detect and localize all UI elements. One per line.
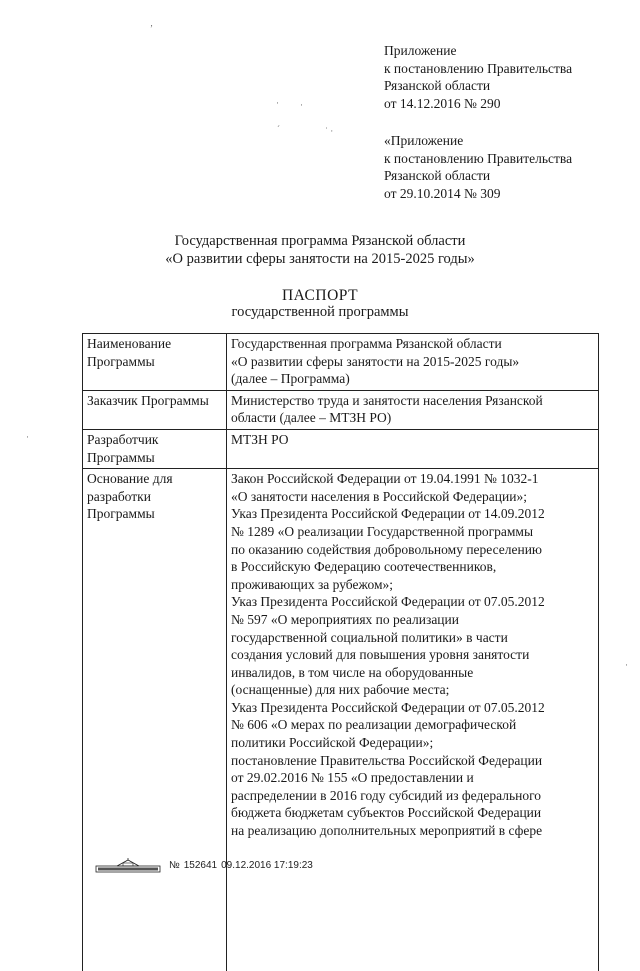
row-label: Разработчик Программы: [83, 429, 227, 468]
row-value: Государственная программа Рязанской области «О развитии сферы занятости на 2015-2025 годы» (далее – Программа): [227, 334, 599, 391]
document-number: 152641: [183, 859, 218, 871]
appendix-line: к постановлению Правительства: [384, 60, 573, 76]
appendix-line: Рязанской области: [384, 78, 491, 93]
government-building-logo-icon: [95, 857, 161, 873]
table-row: [83, 469, 599, 971]
appendix-line: Приложение: [384, 43, 457, 58]
passport-title: ПАСПОРТ: [281, 287, 359, 304]
table-row: [83, 390, 599, 429]
row-value: Закон Российской Федерации от 19.04.1991 № 1032-1 «О занятости населения в Российской Федерации»; Указ Президента Российской Федерации от 14.09.2012 № 1289 «О реализации Государственной программы по оказанию содействия добровольному переселению в Российскую Федерацию соотечественников, проживающих за рубежом»; Указ Президента Российской Федерации от 07.05.2012 № 597 «О мероприятиях по реализации государственной социальной политики» в части создания условий для повышения уровня занятости инвалидов, в том числе на оборудованные (оснащенные) для них рабочие места; Указ Президента Российской Федерации от 07.05.2012 № 606 «О мерах по реализации демографической политики Российской Федерации»; постановление Правительства Российской Федерации от 29.02.2016 № 155 «О предоставлении и распределении в 2016 году субсидий из федерального бюджета бюджетам субъектов Российской Федерации на реализацию дополнительных мероприятий в сфере: [227, 469, 599, 971]
row-value: МТЗН РО: [227, 429, 599, 468]
appendix-line: «Приложение: [384, 133, 464, 148]
passport-heading: [0, 287, 640, 321]
document-footer: [95, 855, 313, 875]
program-title-line1: Государственная программа Рязанской области: [174, 233, 466, 249]
number-sign: №: [169, 859, 180, 871]
row-label: Заказчик Программы: [83, 390, 227, 429]
program-title: [0, 232, 640, 268]
row-label: Наименование Программы: [83, 334, 227, 391]
appendix-line: Рязанской области: [384, 168, 491, 183]
appendix-line: от 29.10.2014 № 309: [384, 185, 501, 201]
appendix-current-stamp: [384, 42, 572, 112]
table-row: [83, 429, 599, 468]
document-timestamp: 09.12.2016 17:19:23: [221, 859, 313, 871]
row-label: Основание для разработки Программы: [83, 469, 227, 971]
appendix-previous-stamp: [384, 132, 572, 202]
passport-table: [82, 333, 599, 971]
program-title-line2: «О развитии сферы занятости на 2015-2025 годы»: [165, 251, 475, 267]
row-value: Министерство труда и занятости населения Рязанской области (далее – МТЗН РО): [227, 390, 599, 429]
passport-subtitle: государственной программы: [231, 304, 409, 320]
appendix-line: от 14.12.2016 № 290: [384, 95, 501, 111]
table-row: [83, 334, 599, 391]
appendix-line: к постановлению Правительства: [384, 150, 573, 166]
